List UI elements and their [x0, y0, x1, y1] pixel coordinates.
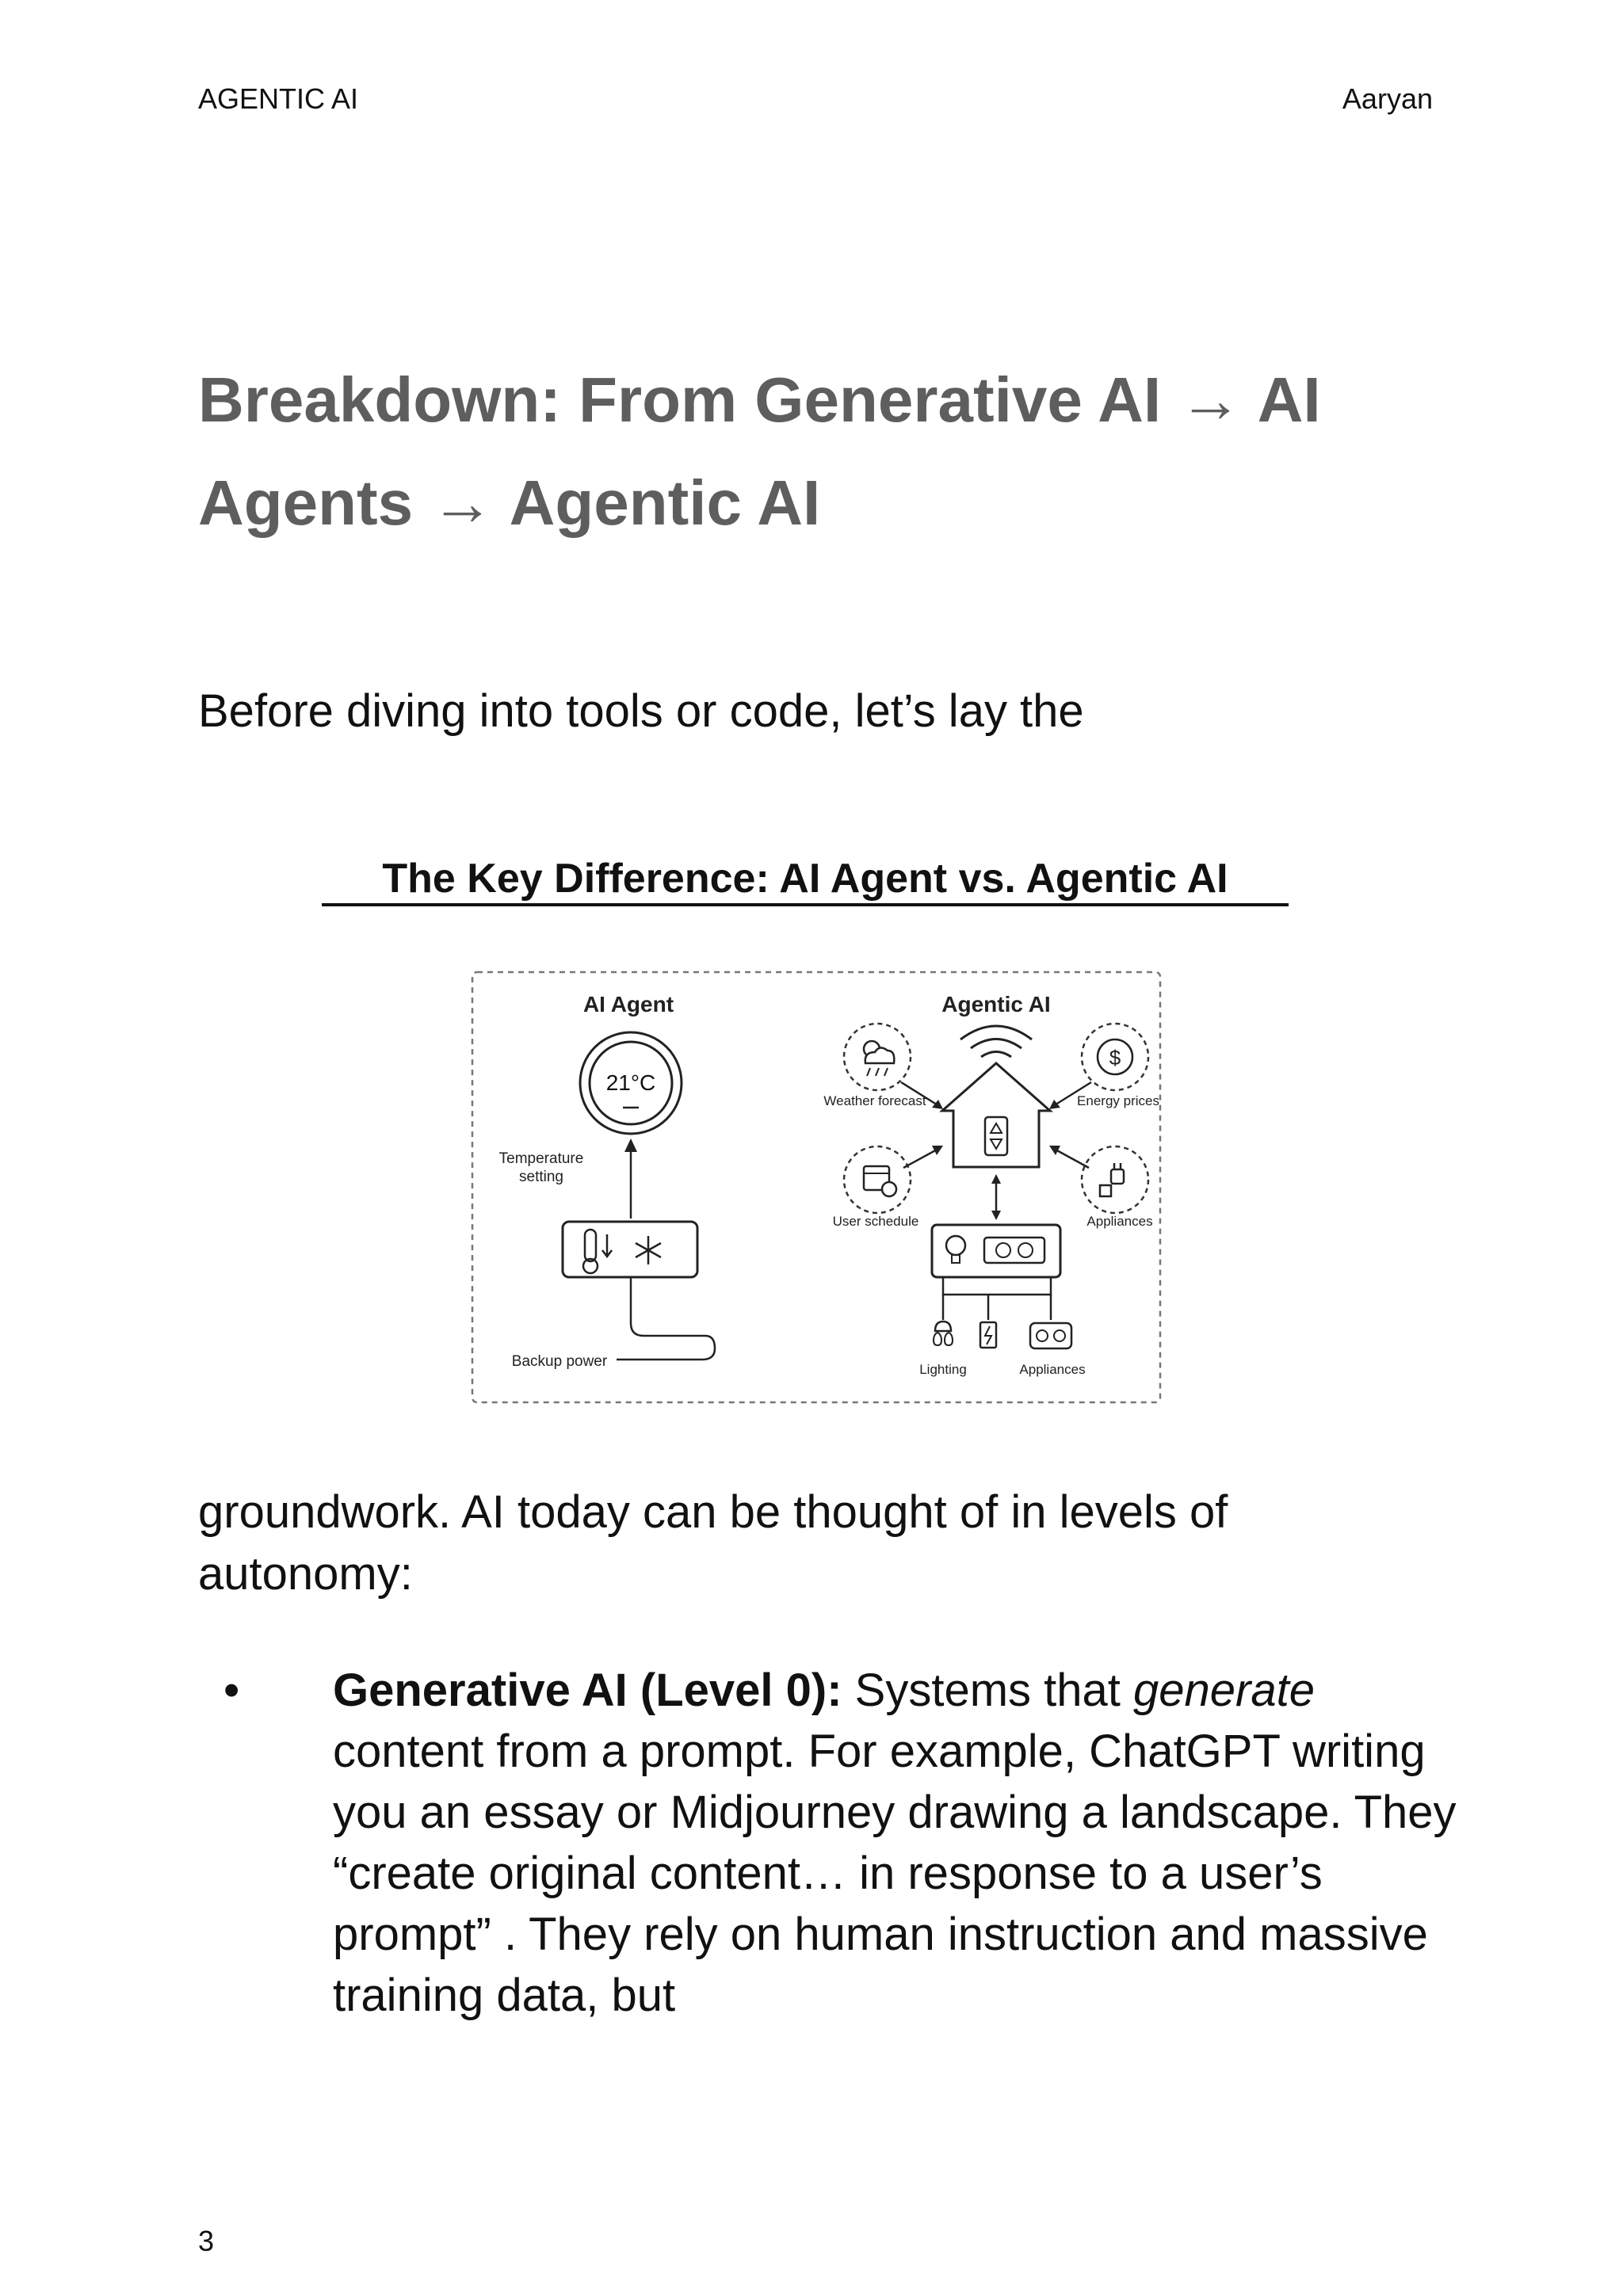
- weather-icon: [844, 1024, 911, 1090]
- arrow-head: [624, 1138, 637, 1152]
- power-cable: [617, 1277, 715, 1360]
- list-item-body-1: Systems that: [842, 1665, 1133, 1716]
- arrow-icon: →: [1178, 364, 1243, 435]
- energy-label: Energy prices: [1077, 1093, 1159, 1108]
- arrow-head: [1049, 1100, 1060, 1109]
- thermostat-reading: 21°C: [605, 1070, 656, 1095]
- svg-text:$: $: [1109, 1046, 1121, 1070]
- list-item-term: Generative AI (Level 0):: [333, 1665, 842, 1716]
- bidirectional-arrow: [991, 1174, 1001, 1220]
- title-part-2: AI: [1242, 364, 1321, 435]
- battery-icon: [980, 1322, 996, 1348]
- distribution-bus: [943, 1277, 1051, 1295]
- comparison-diagram: [317, 856, 1308, 1426]
- arrow-head: [932, 1100, 943, 1109]
- page-number: 3: [198, 2225, 215, 2257]
- connector-line: [903, 1149, 938, 1168]
- list-item-text: [333, 1660, 1458, 2026]
- hub-device-icon: [932, 1225, 1060, 1277]
- weather-label: Weather forecast: [823, 1093, 926, 1108]
- outlet-icon: [1030, 1323, 1071, 1348]
- title-part-4: Agentic AI: [494, 467, 821, 538]
- thermostat-icon: [580, 1032, 682, 1134]
- header-right: Aaryan: [1342, 82, 1433, 115]
- schedule-label: User schedule: [832, 1214, 919, 1229]
- list-item-emphasis: generate: [1133, 1665, 1315, 1716]
- header-left: AGENTIC AI: [198, 82, 359, 115]
- figure-frame: [472, 972, 1160, 1402]
- backup-power-label: Backup power: [511, 1353, 608, 1370]
- house-icon: [942, 1063, 1050, 1167]
- temperature-label-line2: setting: [519, 1169, 563, 1185]
- wifi-icon: [960, 1026, 1032, 1057]
- appliance-plug-icon: [1082, 1146, 1148, 1213]
- paragraph-intro: Before diving into tools or code, let’s lay the: [198, 685, 1084, 737]
- calendar-icon: [844, 1146, 911, 1213]
- comparison-figure: [317, 856, 1308, 1426]
- paragraph-groundwork: groundwork. AI today can be thought of in levels of autonomy:: [198, 1486, 1228, 1600]
- figure-title: The Key Difference: AI Agent vs. Agentic AI: [382, 856, 1228, 902]
- controller-icon: [563, 1222, 697, 1277]
- lighting-icon: [934, 1322, 953, 1345]
- agent-heading: AI Agent: [582, 992, 674, 1016]
- title-part-1: Breakdown: From Generative AI: [198, 364, 1179, 435]
- bullet-icon: •: [223, 1665, 240, 1716]
- arrow-icon: →: [430, 467, 495, 538]
- title-part-3: Agents: [198, 467, 431, 538]
- lighting-label: Lighting: [919, 1362, 967, 1377]
- connector-line: [1054, 1149, 1089, 1168]
- agentic-heading: Agentic AI: [941, 992, 1051, 1016]
- temperature-label-line1: Temperature: [498, 1150, 584, 1167]
- list-item: [198, 1660, 1466, 2026]
- energy-price-icon: [1082, 1024, 1148, 1090]
- section-title: [198, 349, 1466, 555]
- autonomy-levels-list: [198, 1660, 1466, 2026]
- appliances-bottom-label: Appliances: [1019, 1362, 1086, 1377]
- appliances-top-label: Appliances: [1086, 1214, 1153, 1229]
- list-item-body-2: content from a prompt. For example, ChatGPT writing you an essay or Midjourney drawing a landscape. They “create original content… in response to a user’s prompt” . They rely on human instruction and massive training data, but: [333, 1726, 1457, 2021]
